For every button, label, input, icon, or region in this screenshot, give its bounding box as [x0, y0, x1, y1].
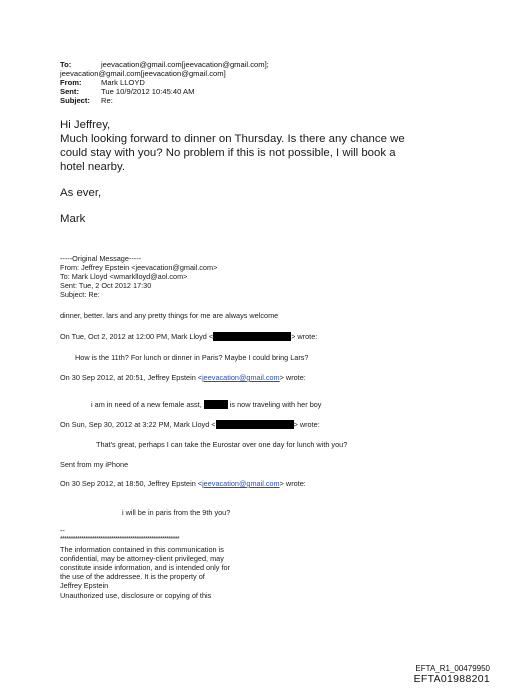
subject-value: Re: [101, 96, 113, 105]
quote-body-2-a: i am in need of a new female asst, [91, 400, 202, 409]
sent-from-iphone: Sent from my iPhone [60, 460, 129, 469]
disclaimer-line-5: Jeffrey Epstein [60, 581, 109, 590]
sent-value: Tue 10/9/2012 10:45:40 AM [101, 87, 195, 96]
reply-1: dinner, better. lars and any pretty things for me are always welcome [60, 311, 279, 320]
redaction-box [216, 420, 294, 429]
email-link[interactable]: jeevacation@gmail.com [202, 373, 280, 382]
quote-header-1-suffix: > wrote: [291, 332, 318, 341]
sent-line [60, 87, 194, 96]
disclaimer-line-1: The information contained in this communication is [60, 545, 224, 554]
quote-header-2-prefix: On 30 Sep 2012, at 20:51, Jeffrey Epstein < [60, 373, 203, 382]
footer-stamp-2: EFTA01988201 [413, 673, 490, 685]
disclaimer-line-2: confidential, may be attorney-client privileged, may [60, 554, 224, 563]
original-from: From: Jeffrey Epstein <jeevacation@gmail.com> [60, 263, 218, 272]
subject-line [60, 96, 113, 105]
quote-header-3-prefix: On Sun, Sep 30, 2012 at 3:22 PM, Mark Lloyd < [60, 420, 216, 429]
message-line-3: hotel nearby. [60, 161, 126, 173]
disclaimer-line-3: constitute inside information, and is intended only for [60, 563, 230, 572]
from-value: Mark LLOYD [101, 78, 145, 87]
footer-stamp-1: EFTA_R1_00479950 [415, 664, 490, 673]
disclaimer-line-4: the use of the addressee. It is the property of [60, 572, 205, 581]
closing: As ever, [60, 187, 102, 199]
quote-header-3-suffix: > wrote: [293, 420, 320, 429]
original-sent: Sent: Tue, 2 Oct 2012 17:30 [60, 281, 152, 290]
to-label: To: [60, 60, 72, 69]
quote-body-1: How is the 11th? For lunch or dinner in Paris? Maybe I could bring Lars? [75, 353, 309, 362]
quote-body-3: That's great, perhaps I can take the Eurostar over one day for lunch with you? [96, 440, 348, 449]
original-subject: Subject: Re: [60, 290, 100, 299]
quote-header-2 [60, 373, 306, 382]
greeting: Hi Jeffrey, [60, 119, 111, 131]
original-divider: -----Original Message----- [60, 254, 142, 263]
quote-header-4 [60, 479, 306, 488]
signature-dashes: -- [60, 526, 65, 535]
quote-header-3 [60, 420, 320, 429]
email-link[interactable]: jeevacation@gmail.com [202, 479, 280, 488]
redaction-box [204, 400, 228, 409]
to-value: jeevacation@gmail.com[jeevacation@gmail.com]; [101, 60, 269, 69]
quote-body-2-b: is now traveling with her boy [229, 400, 322, 409]
to-value-cont: jeevacation@gmail.com[jeevacation@gmail.com] [60, 69, 226, 78]
signature: Mark [60, 213, 86, 225]
message-line-1: Much looking forward to dinner on Thursday. Is there any chance we [60, 133, 405, 145]
subject-label: Subject: [60, 96, 90, 105]
quote-header-1 [60, 332, 317, 341]
star-divider: ******************************************************** [60, 536, 179, 543]
from-line [60, 78, 145, 87]
message-line-2: could stay with you? No problem if this is not possible, I will book a [60, 147, 396, 159]
quote-header-4-suffix: > wrote: [279, 479, 306, 488]
quote-header-4-prefix: On 30 Sep 2012, at 18:50, Jeffrey Epstein < [60, 479, 203, 488]
disclaimer-line-6: Unauthorized use, disclosure or copying of this [60, 591, 212, 600]
from-label: From: [60, 78, 82, 87]
to-line [60, 60, 269, 69]
quote-body-4: i will be in paris from the 9th you? [122, 508, 231, 517]
quote-header-1-prefix: On Tue, Oct 2, 2012 at 12:00 PM, Mark Lloyd < [60, 332, 214, 341]
original-to: To: Mark Lloyd <wmarklloyd@aol.com> [60, 272, 188, 281]
quote-body-2 [91, 400, 321, 409]
redaction-box [213, 332, 291, 341]
sent-label: Sent: [60, 87, 79, 96]
quote-header-2-suffix: > wrote: [279, 373, 306, 382]
